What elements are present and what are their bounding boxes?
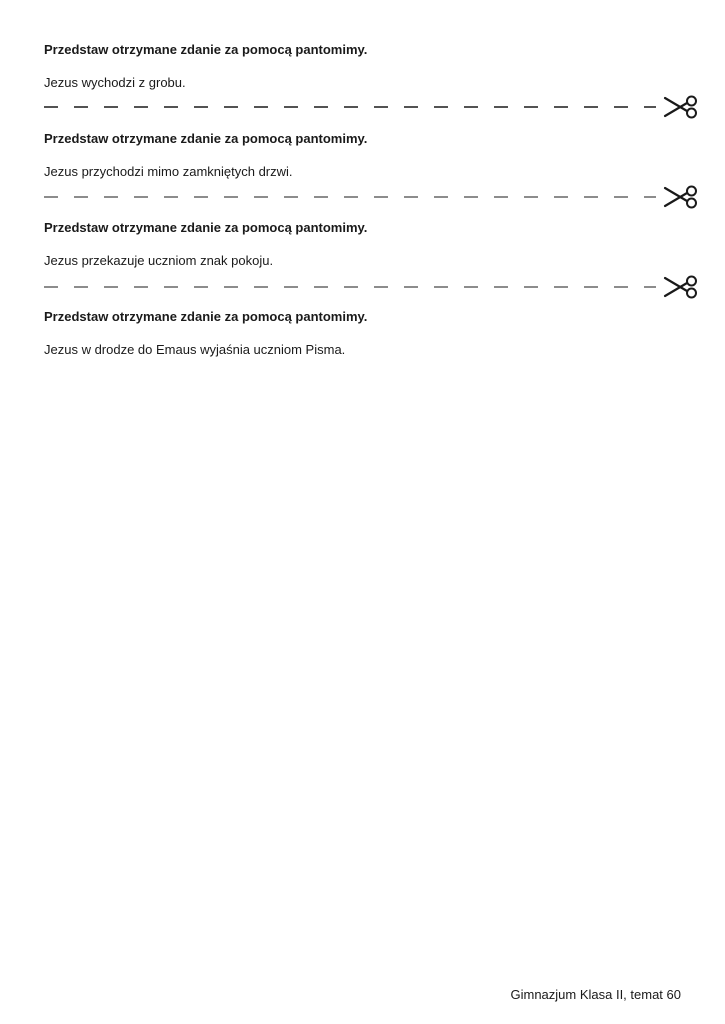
card-instruction: Przedstaw otrzymane zdanie za pomocą pantomimy. [44,309,368,324]
dashed-line [44,106,656,108]
card-sentence: Jezus przychodzi mimo zamkniętych drzwi. [44,164,293,179]
card-instruction: Przedstaw otrzymane zdanie za pomocą pantomimy. [44,220,368,235]
scissors-icon [663,95,699,119]
page-footer: Gimnazjum Klasa II, temat 60 [510,987,681,1002]
dashed-line [44,196,656,198]
cut-line-3 [44,275,699,299]
card-instruction: Przedstaw otrzymane zdanie za pomocą pantomimy. [44,42,368,57]
scissors-icon [663,275,699,299]
card-sentence: Jezus przekazuje uczniom znak pokoju. [44,253,274,268]
cut-line-1 [44,95,699,119]
dashed-line [44,286,656,288]
scissors-icon [663,185,699,209]
card-sentence: Jezus w drodze do Emaus wyjaśnia uczniom Pisma. [44,342,346,357]
card-sentence: Jezus wychodzi z grobu. [44,75,186,90]
cut-line-2 [44,185,699,209]
card-instruction: Przedstaw otrzymane zdanie za pomocą pantomimy. [44,131,368,146]
